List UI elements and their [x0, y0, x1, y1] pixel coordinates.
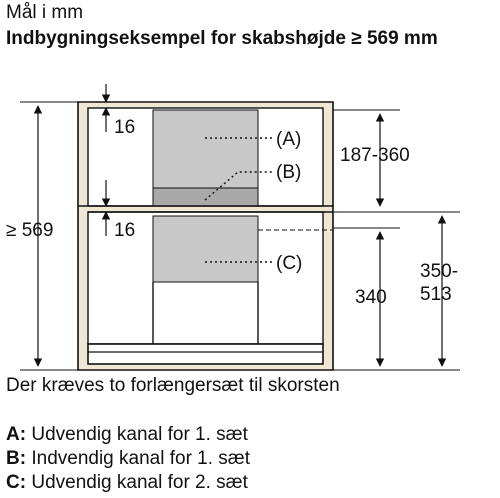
dim-total-label: ≥ 569 — [6, 220, 54, 241]
duct-b — [153, 188, 258, 206]
label-a: (A) — [276, 129, 302, 150]
installation-diagram — [0, 76, 500, 376]
dim-lower-label: 340 — [355, 287, 387, 308]
unit-label: Mål i mm — [6, 2, 84, 23]
dim-top-gap-label: 16 — [114, 117, 136, 138]
dim-lower-range-label-a: 350- — [420, 261, 459, 282]
legend-item-a: A: Udvendig kanal for 1. sæt — [6, 424, 248, 445]
dim-mid-gap-label: 16 — [114, 220, 136, 241]
dim-upper-label: 187-360 — [340, 145, 410, 166]
diagram-title: Indbygningseksempel for skabshøjde ≥ 569 mm — [6, 28, 438, 49]
label-b: (B) — [276, 162, 302, 183]
requirement-note: Der kræves to forlængersæt til skorsten — [6, 375, 340, 396]
legend-item-c: C: Udvendig kanal for 2. sæt — [6, 472, 248, 493]
dim-lower-range-label-b: 513 — [420, 284, 452, 305]
label-c: (C) — [276, 253, 303, 274]
hood-base — [88, 344, 323, 364]
duct-c — [153, 216, 258, 282]
duct-a — [153, 110, 258, 188]
legend-item-b: B: Indvendig kanal for 1. sæt — [6, 448, 250, 469]
